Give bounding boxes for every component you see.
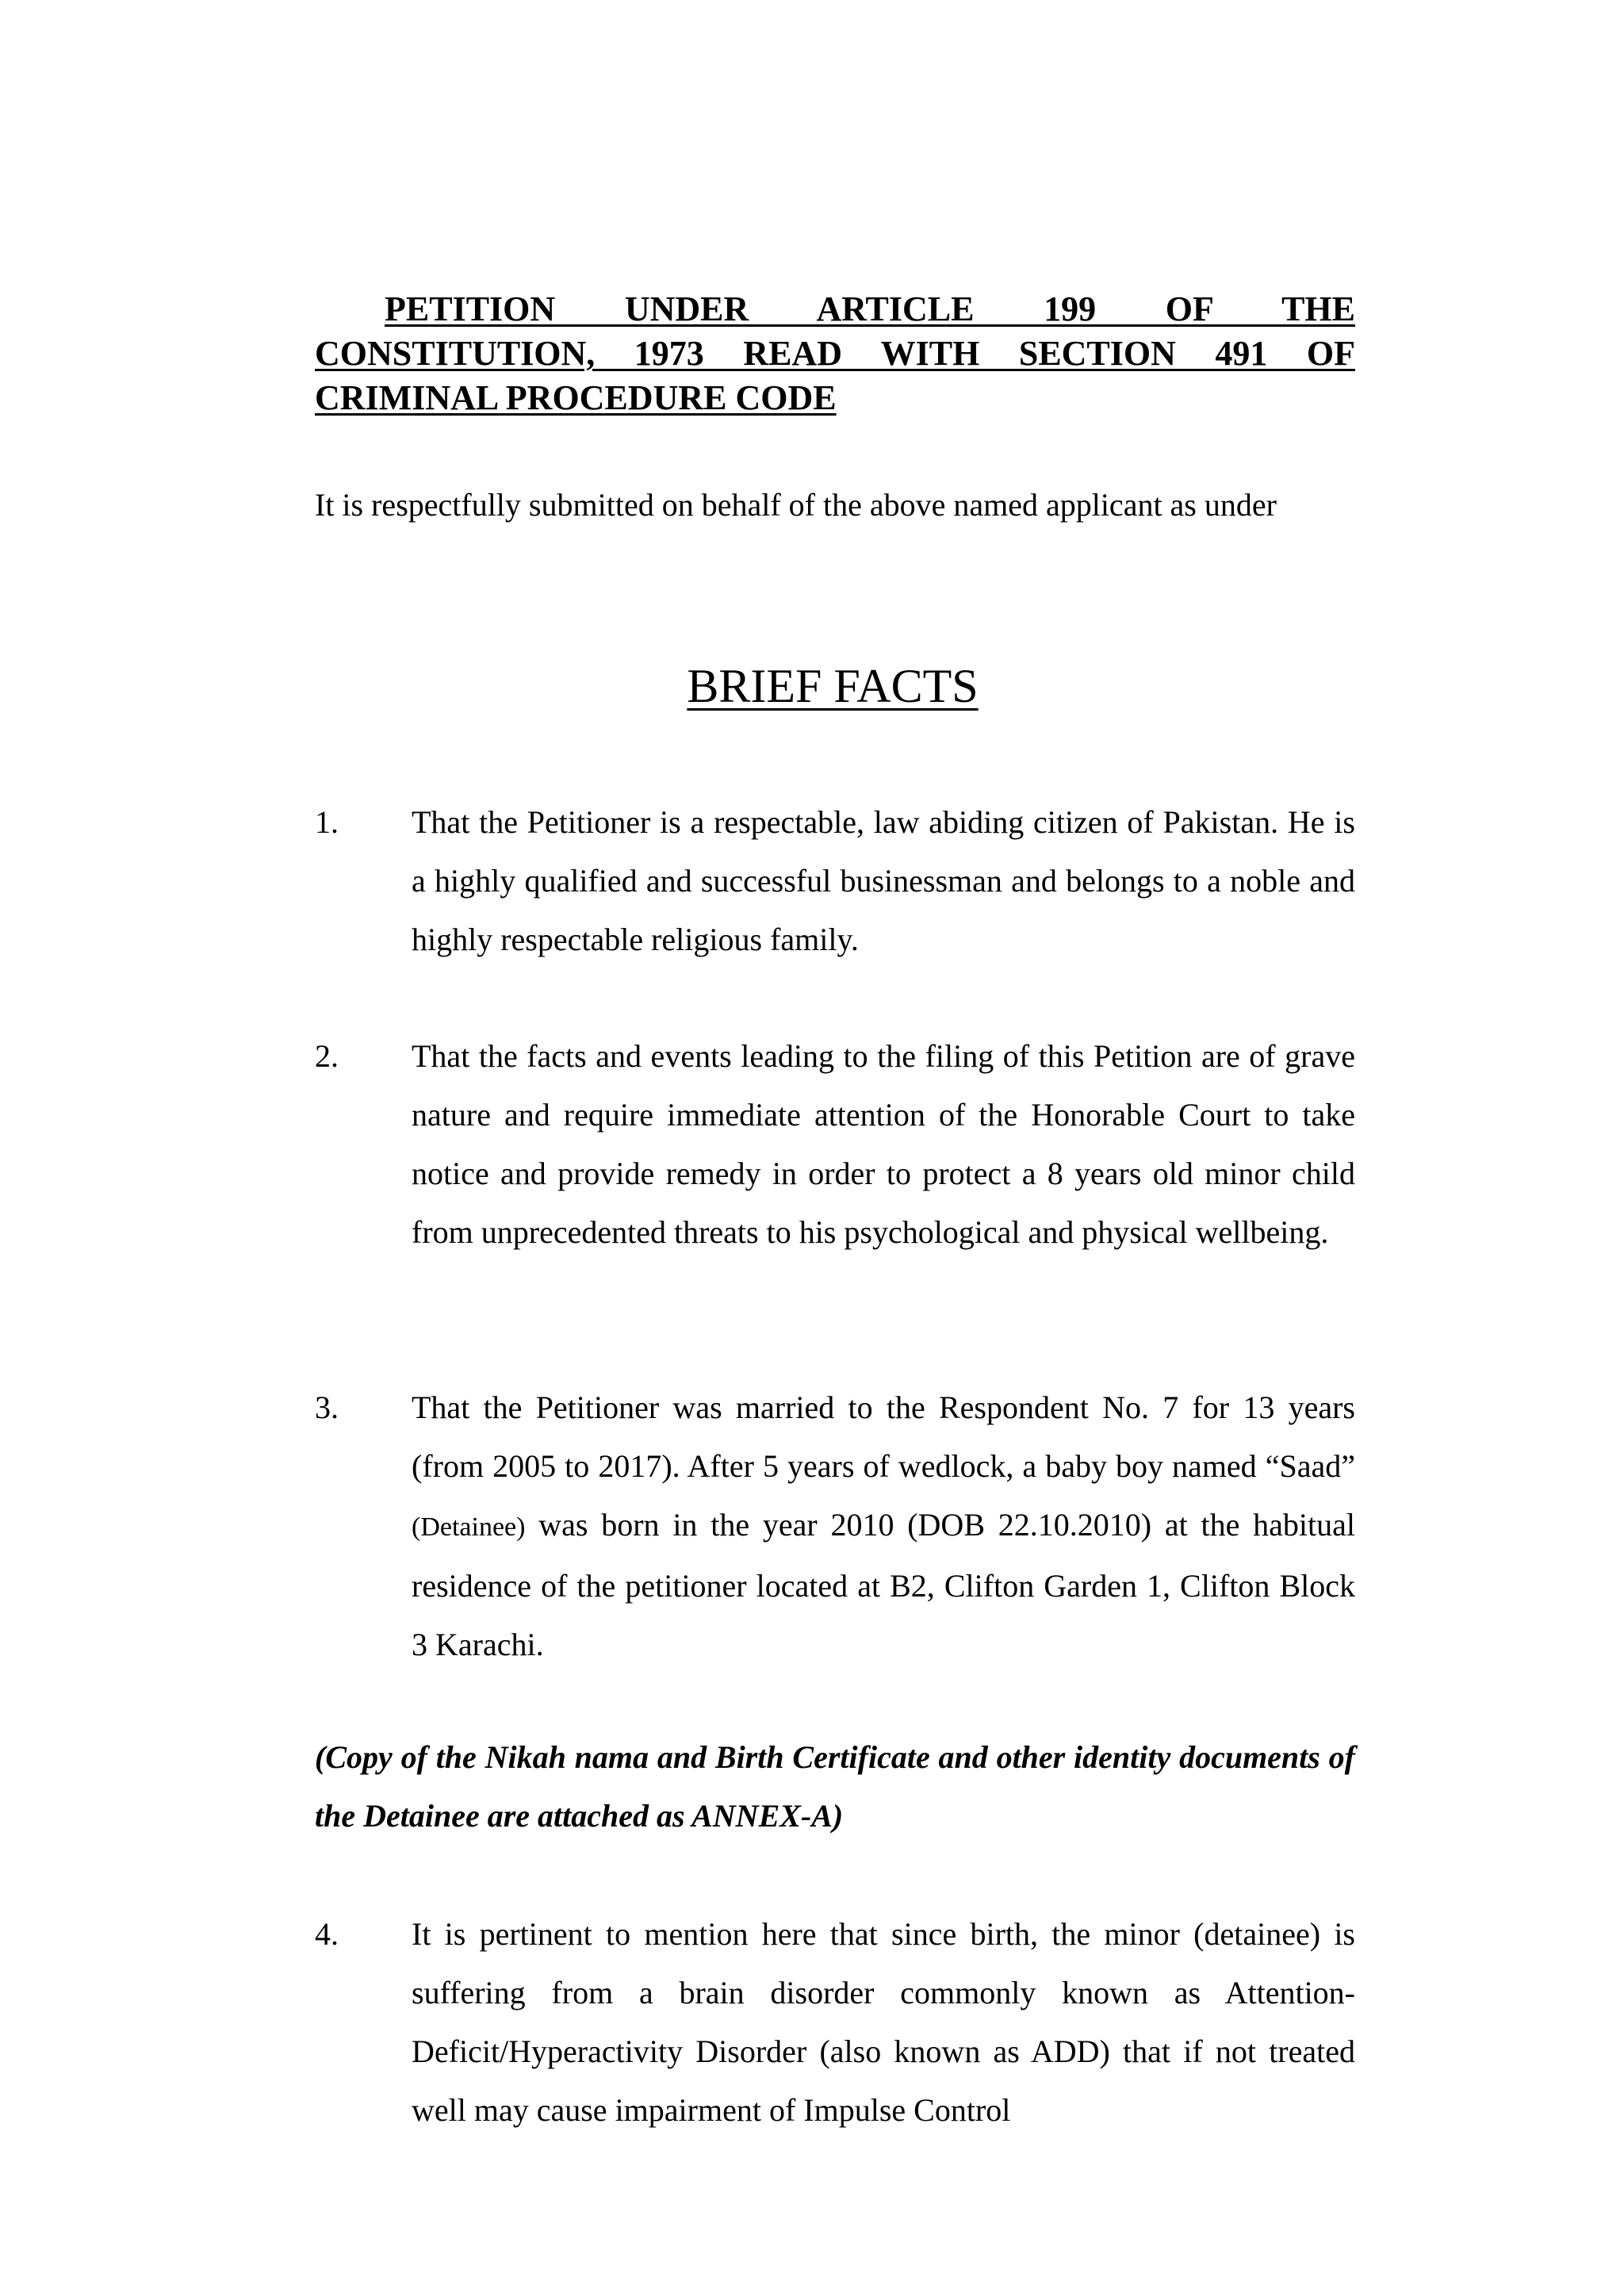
heading-line-3: CRIMINAL PROCEDURE CODE [315, 378, 837, 417]
paragraph-number: 2. [315, 1038, 339, 1074]
detainee-label: (Detainee) [412, 1512, 526, 1542]
numbered-paragraph-2 [315, 1027, 1355, 1262]
heading-line-2: CONSTITUTION, 1973 READ WITH SECTION 491 OF [315, 334, 1355, 373]
numbered-paragraph-1 [315, 793, 1355, 969]
paragraph-text: That the facts and events leading to the filing of this Petition are of grave nature and require immediate attention of the Honorable Court to take notice and provide remedy in order to protect a 8 years old minor child from unprecedented threats to his psychological and physical wellbeing. [412, 1038, 1355, 1250]
intro-paragraph: It is respectfully submitted on behalf of the above named applicant as under [315, 487, 1277, 523]
paragraph-text: It is pertinent to mention here that since birth, the minor (detainee) is suffering from a brain disorder commonly known as Attention-Deficit/Hyperactivity Disorder (also known as ADD) that if not treated well may cause impairment of Impulse Control [412, 1916, 1355, 2128]
paragraph-number: 4. [315, 1916, 339, 1952]
paragraph-text: That the Petitioner is a respectable, law abiding citizen of Pakistan. He is a highly qualified and successful businessman and belongs to a noble and highly respectable religious family. [412, 804, 1355, 957]
numbered-paragraph-4 [315, 1905, 1355, 2140]
petition-heading [315, 287, 1355, 420]
paragraph-number: 1. [315, 804, 339, 840]
paragraph-text [412, 1378, 1355, 1674]
paragraph-text-part: was born in the year 2010 (DOB 22.10.2010) at the habitual residence of the petitioner located at B2, Clifton Garden 1, Clifton Block 3 Karachi. [412, 1507, 1355, 1662]
annex-note: (Copy of the Nikah nama and Birth Certificate and other identity documents of the Detainee are attached as ANNEX-A) [315, 1739, 1355, 1834]
heading-line-1: PETITION UNDER ARTICLE 199 OF THE [385, 289, 1355, 328]
numbered-paragraph-3 [315, 1378, 1355, 1674]
paragraph-text-part: That the Petitioner was married to the Respondent No. 7 for 13 years (from 2005 to 2017). After 5 years of wedlock, a baby boy named “Saad” [412, 1389, 1355, 1484]
section-title-brief-facts: BRIEF FACTS [687, 660, 979, 712]
paragraph-number: 3. [315, 1389, 339, 1425]
